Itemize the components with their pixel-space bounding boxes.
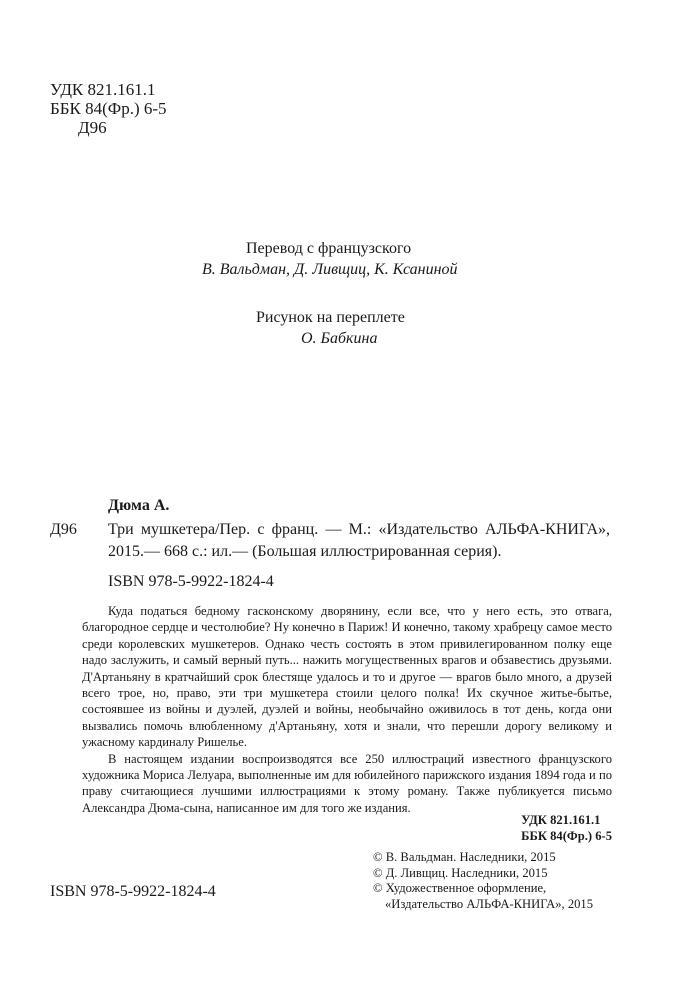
udk-code-bottom: УДК 821.161.1 (521, 813, 601, 827)
annotation-paragraph-1: Куда податься бедному гасконскому дворянину, если все, что у него есть, это отвага, благородное сердце и честолюбие? Ну конечно в Париж! И конечно, такому храбрецу самое место среди королевских мушкетеров. Однако честь состоять в этом привилегированном полку еще надо заслужить, и самый верный путь... нажить могущественных врагов и обзавестись друзьями. Д'Артаньяну в кратчайший срок блестяще удалось и то и другое — врагов было много, а друзей всего трое, но, право, эти три мушкетера стоили целого полка! Их скучное житье-бытье, состоявшее из войны и дуэлей, дуэлей и войны, необычайно оживилось в тот день, когда они вызвались помочь влюбленному д'Артаньяну, хотя и знали, что перешли дорогу великому и ужасному кардиналу Ришелье. (82, 604, 612, 750)
copyright-line-3: © Художественное оформление, (373, 881, 547, 895)
copyright-line-2: © Д. Ливщиц. Наследники, 2015 (373, 865, 548, 880)
copyright-line-1: © В. Вальдман. Наследники, 2015 (373, 850, 556, 864)
isbn: ISBN 978-5-9922-1824-4 (108, 573, 274, 590)
translators-names: В. Вальдман, Д. Ливщиц, К. Ксаниной (202, 261, 458, 278)
bibliographic-line-1: Три мушкетера/Пер. с франц. — М.: «Издательство АЛЬФА-КНИГА», (108, 521, 610, 538)
bbk-code: ББК 84(Фр.) 6-5 (50, 99, 167, 118)
annotation-paragraph-2: В настоящем издании воспроизводятся все 250 иллюстраций известного французского художника Мориса Лелуара, выполненные им для юбилейного парижского издания 1894 года и по праву считающиеся лучшими иллюстрациями к этому роману. Также публикуется письмо Александра Дюма-сына, написанное им для того же издания. (82, 751, 612, 815)
isbn-bottom: ISBN 978-5-9922-1824-4 (50, 883, 216, 900)
copyright-block (373, 850, 593, 912)
cover-artist-name: О. Бабкина (301, 330, 378, 347)
cover-art-label: Рисунок на переплете (256, 309, 405, 326)
bibliographic-line-2: 2015.— 668 с.: ил.— (Большая иллюстрированная серия). (108, 543, 502, 560)
annotation (82, 603, 612, 816)
bibliographic-code: Д96 (50, 521, 77, 538)
copyright-line-3-continued: «Издательство АЛЬФА-КНИГА», 2015 (385, 896, 594, 911)
udk-code: УДК 821.161.1 (50, 80, 156, 99)
bibliographic-description (108, 519, 610, 563)
translation-label: Перевод с французского (246, 240, 412, 257)
classification-codes-bottom (521, 812, 612, 844)
book-author: Дюма А. (108, 497, 170, 514)
author-sign-code: Д96 (78, 118, 107, 137)
bbk-code-bottom: ББК 84(Фр.) 6-5 (521, 829, 612, 843)
translation-credit (202, 238, 458, 280)
classification-codes-top (50, 80, 167, 137)
cover-art-credit (256, 307, 405, 349)
